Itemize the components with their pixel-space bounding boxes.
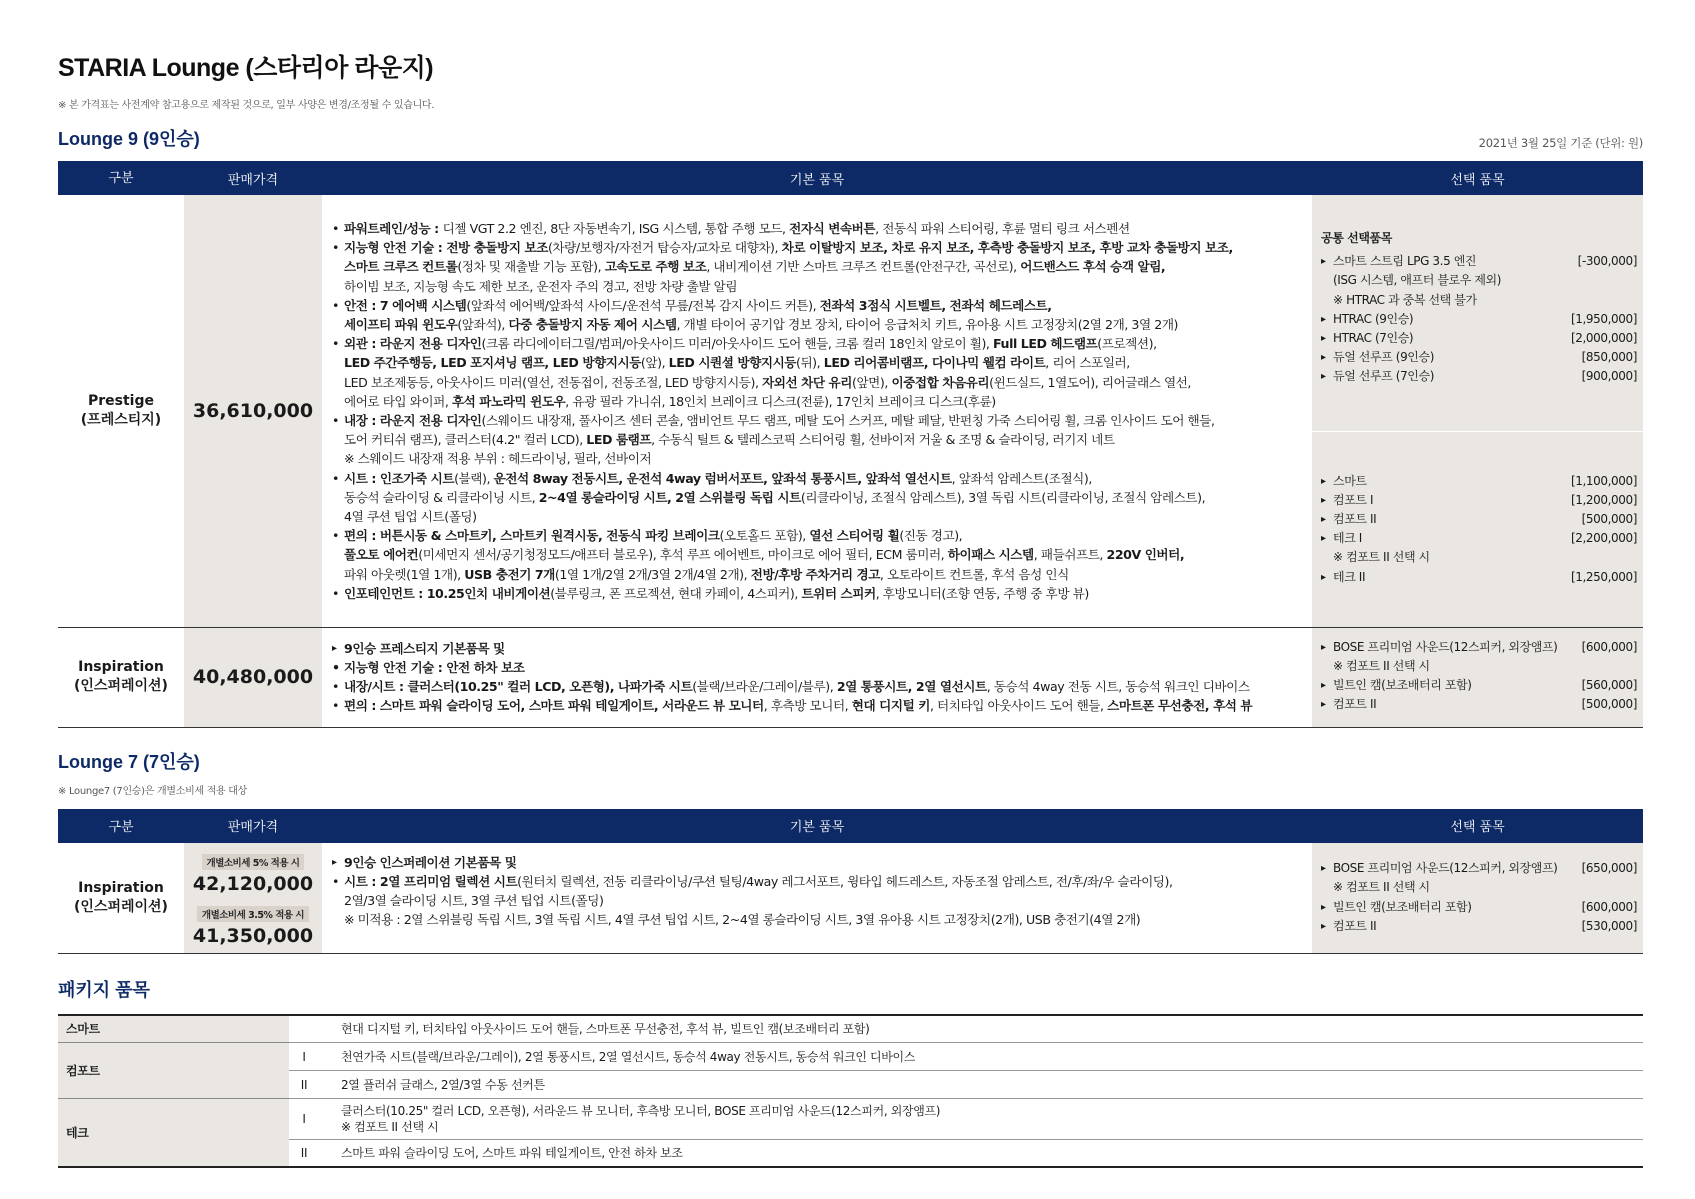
price-tax35: 41,350,000 <box>192 924 314 947</box>
trim-name-en: Inspiration <box>78 879 164 896</box>
option-item: ▸ HTRAC (9인승) [1,950,000] <box>1321 310 1637 329</box>
option-item: ▸ 스마트 스트림 LPG 3.5 엔진 [-300,000] <box>1321 252 1637 271</box>
table-row <box>58 1015 1643 1043</box>
std-seat: • 시트 : 인조가죽 시트(블랙), 운전석 8way 전동시트, 운전석 4way 럼버서포트, 앞좌석 통풍시트, 앞좌석 열선시트, 앞좌석 암레스트(조절식), 동승석 슬라이딩 & 리클라이닝 시트, 2~4열 롱슬라이딩 시트, 2열 스위블링 독립 시트(리클라이닝, 조절식 암레스트), 3열 독립 시트(리클라이닝, 조절식 암레스트), 4열 쿠션 팁업 시트(폴딩) <box>332 469 1302 527</box>
std-safety-tech: • 지능형 안전 기술 : 안전 하차 보조 <box>332 658 1302 677</box>
table-row <box>58 1043 1643 1071</box>
trim-name-en: Inspiration <box>78 659 164 676</box>
option-item: ▸ 컴포트 II [500,000] <box>1321 695 1637 714</box>
col-trim: 구분 <box>58 161 184 195</box>
table-row <box>58 843 1643 954</box>
option-item: ▸ HTRAC (7인승) [2,000,000] <box>1321 329 1637 348</box>
lounge9-title: Lounge 9 (9인승) <box>58 129 200 149</box>
package-desc-line: 클러스터(10.25" 컬러 LCD, 오픈형), 서라운드 뷰 모니터, 후측방 모니터, BOSE 프리미엄 사운드(12스피커, 외장앰프) <box>341 1104 941 1119</box>
trim-name-kr: (인스퍼레이션) <box>74 678 168 695</box>
package-level: II <box>289 1071 319 1099</box>
table-row <box>58 1099 1643 1140</box>
price-sheet <box>58 48 1643 1168</box>
tax-badge: 개별소비세 3.5% 적용 시 <box>197 906 309 922</box>
trim-price <box>184 843 322 954</box>
option-item: ▸ 듀얼 선루프 (7인승) [900,000] <box>1321 367 1637 386</box>
std-base: ▸ 9인승 프레스티지 기본품목 및 <box>332 639 1302 658</box>
package-desc: 천연가죽 시트(블랙/브라운/그레이), 2열 통풍시트, 2열 열선시트, 동승석 4way 전동시트, 동승석 워크인 디바이스 <box>319 1043 1643 1071</box>
option-items <box>1312 195 1643 627</box>
common-options-title: 공통 선택품목 <box>1321 231 1392 245</box>
option-item: ▸ 스마트 [1,100,000] <box>1321 472 1637 491</box>
package-desc: 스마트 파워 슬라이딩 도어, 스마트 파워 테일게이트, 안전 하차 보조 <box>319 1140 1643 1167</box>
option-item: ▸ 테크 II [1,250,000] <box>1321 568 1637 587</box>
trim-price: 40,480,000 <box>184 627 322 727</box>
option-note: ※ 컴포트 II 선택 시 <box>1333 659 1430 674</box>
package-desc: 2열 플러쉬 글래스, 2열/3열 수동 선커튼 <box>319 1071 1643 1099</box>
package-name: 테크 <box>58 1099 289 1167</box>
option-note: (ISG 시스템, 애프터 블로우 제외) <box>1333 273 1502 288</box>
lounge7-note: ※ Lounge7 (7인승)은 개별소비세 적용 대상 <box>58 785 248 797</box>
col-trim: 구분 <box>58 809 184 843</box>
std-powertrain: • 파워트레인/성능 : 디젤 VGT 2.2 엔진, 8단 자동변속기, ISG 시스템, 통합 주행 모드, 전자식 변속버튼, 전동식 파워 스티어링, 후륜 멀티 링크 서스펜션 <box>332 219 1302 238</box>
page-title: STARIA Lounge (스타리아 라운지) <box>58 54 434 82</box>
date-note: 2021년 3월 25일 기준 (단위: 원) <box>1478 136 1643 150</box>
table-row <box>58 1140 1643 1167</box>
prestige-options <box>1312 431 1643 627</box>
option-item: ▸ 빌트인 캠(보조배터리 포함) [600,000] <box>1321 898 1637 917</box>
std-convenience: • 편의 : 버튼시동 & 스마트키, 스마트키 원격시동, 전동식 파킹 브레이크(오토홀드 포함), 열선 스티어링 휠(진동 경고), 풀오토 에어컨(미세먼지 센서/공기청정모드/애프터 블로우), 후석 루프 에어벤트, 마이크로 에어 필터, ECM 룸미러, 하이패스 시스템, 패들쉬프트, 220V 인버터, 파워 아웃렛(1열 1개), USB 충전기 7개(1열 1개/2열 2개/3열 2개/4열 2개), 전방/후방 주차거리 경고, 오토라이트 컨트롤, 후석 음성 인식 <box>332 526 1302 584</box>
col-opt: 선택 품목 <box>1312 809 1643 843</box>
col-opt: 선택 품목 <box>1312 161 1643 195</box>
trim-name-en: Prestige <box>87 392 154 409</box>
trim-name <box>58 843 184 954</box>
option-note: ※ 컴포트 II 선택 시 <box>1333 550 1430 565</box>
trim-name-kr: (프레스티지) <box>80 411 162 428</box>
table-row <box>58 195 1643 627</box>
col-price: 판매가격 <box>184 809 322 843</box>
package-name: 컴포트 <box>58 1043 289 1099</box>
package-name: 스마트 <box>58 1015 289 1043</box>
option-item: ▸ BOSE 프리미엄 사운드(12스피커, 외장앰프) [650,000] <box>1321 859 1637 878</box>
common-options <box>1312 195 1643 431</box>
col-price: 판매가격 <box>184 161 322 195</box>
table-header-row <box>58 161 1643 195</box>
std-safety: • 안전 : 7 에어백 시스템(앞좌석 에어백/앞좌석 사이드/운전석 무릎/전복 감지 사이드 커튼), 전좌석 3점식 시트벨트, 전좌석 헤드레스트, 세이프티 파워 윈도우(앞좌석), 다중 충돌방지 자동 제어 시스템, 개별 타이어 공기압 경보 장치, 타이어 응급처치 키트, 유아용 시트 고정장치(2열 2개, 3열 2개) <box>332 296 1302 334</box>
std-safety-tech: • 지능형 안전 기술 : 전방 충돌방지 보조(차량/보행자/자전거 탑승자/교차로 대향차), 차로 이탈방지 보조, 차로 유지 보조, 후측방 충돌방지 보조, 후방 교차 충돌방지 보조, 스마트 크루즈 컨트롤(정차 및 재출발 기능 포함), 고속도로 주행 보조, 내비게이션 기반 스마트 크루즈 컨트롤(안전구간, 곡선로), 어드밴스드 후석 승객 알림, 하이빔 보조, 지능형 속도 제한 보조, 운전자 주의 경고, 전방 차량 출발 알림 <box>332 238 1302 296</box>
std-infotainment: • 인포테인먼트 : 10.25인치 내비게이션(블루링크, 폰 프로젝션, 현대 카페이, 4스피커), 트위터 스피커, 후방모니터(조향 연동, 주행 중 후방 뷰) <box>332 584 1302 603</box>
option-item: ▸ 빌트인 캠(보조배터리 포함) [560,000] <box>1321 676 1637 695</box>
table-header-row <box>58 809 1643 843</box>
option-item: ▸ BOSE 프리미엄 사운드(12스피커, 외장앰프) [600,000] <box>1321 638 1637 657</box>
tax-badge: 개별소비세 5% 적용 시 <box>202 854 305 870</box>
col-std: 기본 품목 <box>322 161 1312 195</box>
packages-table <box>58 1014 1643 1168</box>
option-item: ▸ 테크 I [2,200,000] <box>1321 529 1637 548</box>
lounge9-table <box>58 161 1643 728</box>
option-item: ▸ 컴포트 II [530,000] <box>1321 917 1637 936</box>
standard-items <box>322 843 1312 954</box>
option-note: ※ 컴포트 II 선택 시 <box>1333 880 1430 895</box>
option-item: ▸ 컴포트 I [1,200,000] <box>1321 491 1637 510</box>
lounge9-header <box>58 125 1643 151</box>
std-exterior: • 외관 : 라운지 전용 디자인(크롬 라디에이터그릴/범퍼/아웃사이드 미러/아웃사이드 도어 핸들, 크롬 컬러 18인치 알로이 휠), Full LED 헤드램프(프로젝션), LED 주간주행등, LED 포지셔닝 램프, LED 방향지시등(앞), LED 시퀀셜 방향지시등(뒤), LED 리어콤비램프, 다이나믹 웰컴 라이트, 리어 스포일러, LED 보조제동등, 아웃사이드 미러(열선, 전동접이, 전동조절, LED 방향지시등), 자외선 차단 유리(앞면), 이중접합 차음유리(윈드실드, 1열도어), 리어글래스 열선, 에어로 타입 와이퍼, 후석 파노라믹 윈도우, 유광 필라 가니쉬, 18인치 브레이크 디스크(전륜), 17인치 브레이크 디스크(후륜) <box>332 334 1302 411</box>
package-level <box>289 1015 319 1043</box>
option-item: ▸ 듀얼 선루프 (9인승) [850,000] <box>1321 348 1637 367</box>
std-seat: • 시트 : 2열 프리미엄 릴렉션 시트(원터치 릴렉션, 전동 리클라이닝/쿠션 틸팅/4way 레그서포트, 윙타입 헤드레스트, 자동조절 암레스트, 전/후/좌/우 슬라이딩), 2열/3열 슬라이딩 시트, 3열 쿠션 팁업 시트(폴딩) ※ 미적용 : 2열 스위블링 독립 시트, 3열 독립 시트, 4열 쿠션 팁업 시트, 2~4열 롱슬라이딩 시트, 3열 유아용 시트 고정장치(2개), USB 충전기(4열 2개) <box>332 872 1302 930</box>
package-desc: 현대 디지털 키, 터치타입 아웃사이드 도어 핸들, 스마트폰 무선충전, 후석 뷰, 빌트인 캠(보조배터리 포함) <box>319 1015 1643 1043</box>
package-level: I <box>289 1043 319 1071</box>
trim-name <box>58 627 184 727</box>
standard-items <box>322 627 1312 727</box>
packages-title: 패키지 품목 <box>58 979 150 1000</box>
table-row <box>58 1071 1643 1099</box>
table-row <box>58 627 1643 727</box>
std-base: ▸ 9인승 인스퍼레이션 기본품목 및 <box>332 853 1302 872</box>
trim-price: 36,610,000 <box>184 195 322 627</box>
notice-text: ※ 본 가격표는 사전계약 참고용으로 제작된 것으로, 일부 사양은 변경/조정될 수 있습니다. <box>58 100 435 111</box>
option-items <box>1312 843 1643 954</box>
col-std: 기본 품목 <box>322 809 1312 843</box>
package-level: II <box>289 1140 319 1167</box>
package-desc <box>319 1099 1643 1140</box>
std-convenience: • 편의 : 스마트 파워 슬라이딩 도어, 스마트 파워 테일게이트, 서라운드 뷰 모니터, 후측방 모니터, 현대 디지털 키, 터치타입 아웃사이드 도어 핸들, 스마트폰 무선충전, 후석 뷰 <box>332 696 1302 715</box>
trim-name <box>58 195 184 627</box>
lounge7-table <box>58 809 1643 954</box>
std-interior-seat: • 내장/시트 : 클러스터(10.25" 컬러 LCD, 오픈형), 나파가죽 시트(블랙/브라운/그레이/블루), 2열 통풍시트, 2열 열선시트, 동승석 4way 전동 시트, 동승석 워크인 디바이스 <box>332 677 1302 696</box>
trim-name-kr: (인스퍼레이션) <box>74 898 168 915</box>
package-desc-note: ※ 컴포트 II 선택 시 <box>341 1120 439 1135</box>
option-note: ※ HTRAC 과 중복 선택 불가 <box>1333 292 1477 307</box>
std-interior: • 내장 : 라운지 전용 디자인(스웨이드 내장재, 풀사이즈 센터 콘솔, 앰비언트 무드 램프, 메탈 도어 스커프, 메탈 페달, 반펀칭 가죽 스티어링 휠, 크롬 인사이드 도어 핸들, 도어 커티쉬 램프), 클러스터(4.2" 컬러 LCD), LED 룸램프, 수동식 틸트 & 텔레스코픽 스티어링 휠, 선바이저 거울 & 조명 & 슬라이딩, 러기지 네트 ※ 스웨이드 내장재 적용 부위 : 헤드라이닝, 필라, 선바이저 <box>332 411 1302 469</box>
option-items <box>1312 627 1643 727</box>
package-level: I <box>289 1099 319 1140</box>
standard-items <box>322 195 1312 627</box>
price-tax5: 42,120,000 <box>192 872 314 895</box>
lounge7-title: Lounge 7 (7인승) <box>58 751 200 772</box>
option-item: ▸ 컴포트 II [500,000] <box>1321 510 1637 529</box>
